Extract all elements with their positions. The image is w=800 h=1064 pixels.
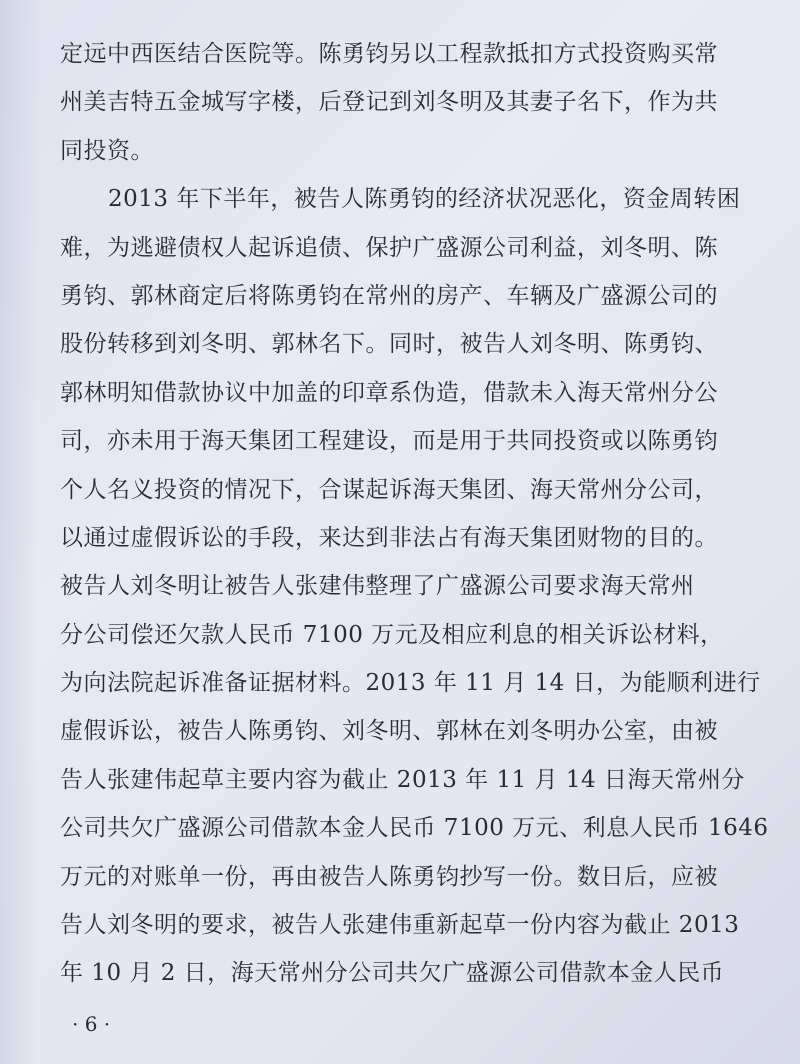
text-line: 州美吉特五金城写字楼，后登记到刘冬明及其妻子名下，作为共 — [60, 89, 718, 116]
text-line: 分公司偿还欠款人民币 7100 万元及相应利息的相关诉讼材料， — [60, 621, 724, 648]
text-line: 告人刘冬明的要求，被告人张建伟重新起草一份内容为截止 2013 — [60, 912, 740, 939]
page-edge-shadow — [0, 0, 38, 1064]
text-line: 万元的对账单一份，再由被告人陈勇钧抄写一份。数日后，应被 — [60, 863, 718, 890]
text-line: 勇钧、郭林商定后将陈勇钧在常州的房产、车辆及广盛源公司的 — [60, 282, 718, 309]
text-line: 以通过虚假诉讼的手段，来达到非法占有海天集团财物的目的。 — [60, 524, 718, 551]
text-line: 司，亦未用于海天集团工程建设，而是用于共同投资或以陈勇钧 — [60, 428, 718, 455]
page-number: · 6 · — [72, 1012, 111, 1036]
body-text — [60, 30, 772, 998]
text-line: 股份转移到刘冬明、郭林名下。同时，被告人刘冬明、陈勇钧、 — [60, 331, 718, 358]
text-line: 定远中西医结合医院等。陈勇钧另以工程款抵扣方式投资购买常 — [60, 41, 718, 67]
text-line: 为向法院起诉准备证据材料。2013 年 11 月 14 日，为能顺利进行 — [60, 670, 761, 697]
text-line: 虚假诉讼，被告人陈勇钧、刘冬明、郭林在刘冬明办公室，由被 — [60, 718, 718, 745]
paragraph-start-line: 2013 年下半年，被告人陈勇钧的经济状况恶化，资金周转困 — [108, 186, 741, 213]
text-line: 公司共欠广盛源公司借款本金人民币 7100 万元、利息人民币 1646 — [60, 815, 769, 842]
text-line: 个人名义投资的情况下，合谋起诉海天集团、海天常州分公司， — [60, 476, 718, 503]
text-line: 被告人刘冬明让被告人张建伟整理了广盛源公司要求海天常州 — [60, 573, 695, 600]
text-line: 告人张建伟起草主要内容为截止 2013 年 11 月 14 日海天常州分 — [60, 766, 745, 793]
text-line: 年 10 月 2 日，海天常州分公司共欠广盛源公司借款本金人民币 — [60, 960, 725, 987]
text-line: 同投资。 — [60, 137, 154, 164]
text-line: 郭林明知借款协议中加盖的印章系伪造，借款未入海天常州分公 — [60, 379, 718, 406]
text-line: 难，为逃避债权人起诉追债、保护广盛源公司利益，刘冬明、陈 — [60, 234, 718, 261]
